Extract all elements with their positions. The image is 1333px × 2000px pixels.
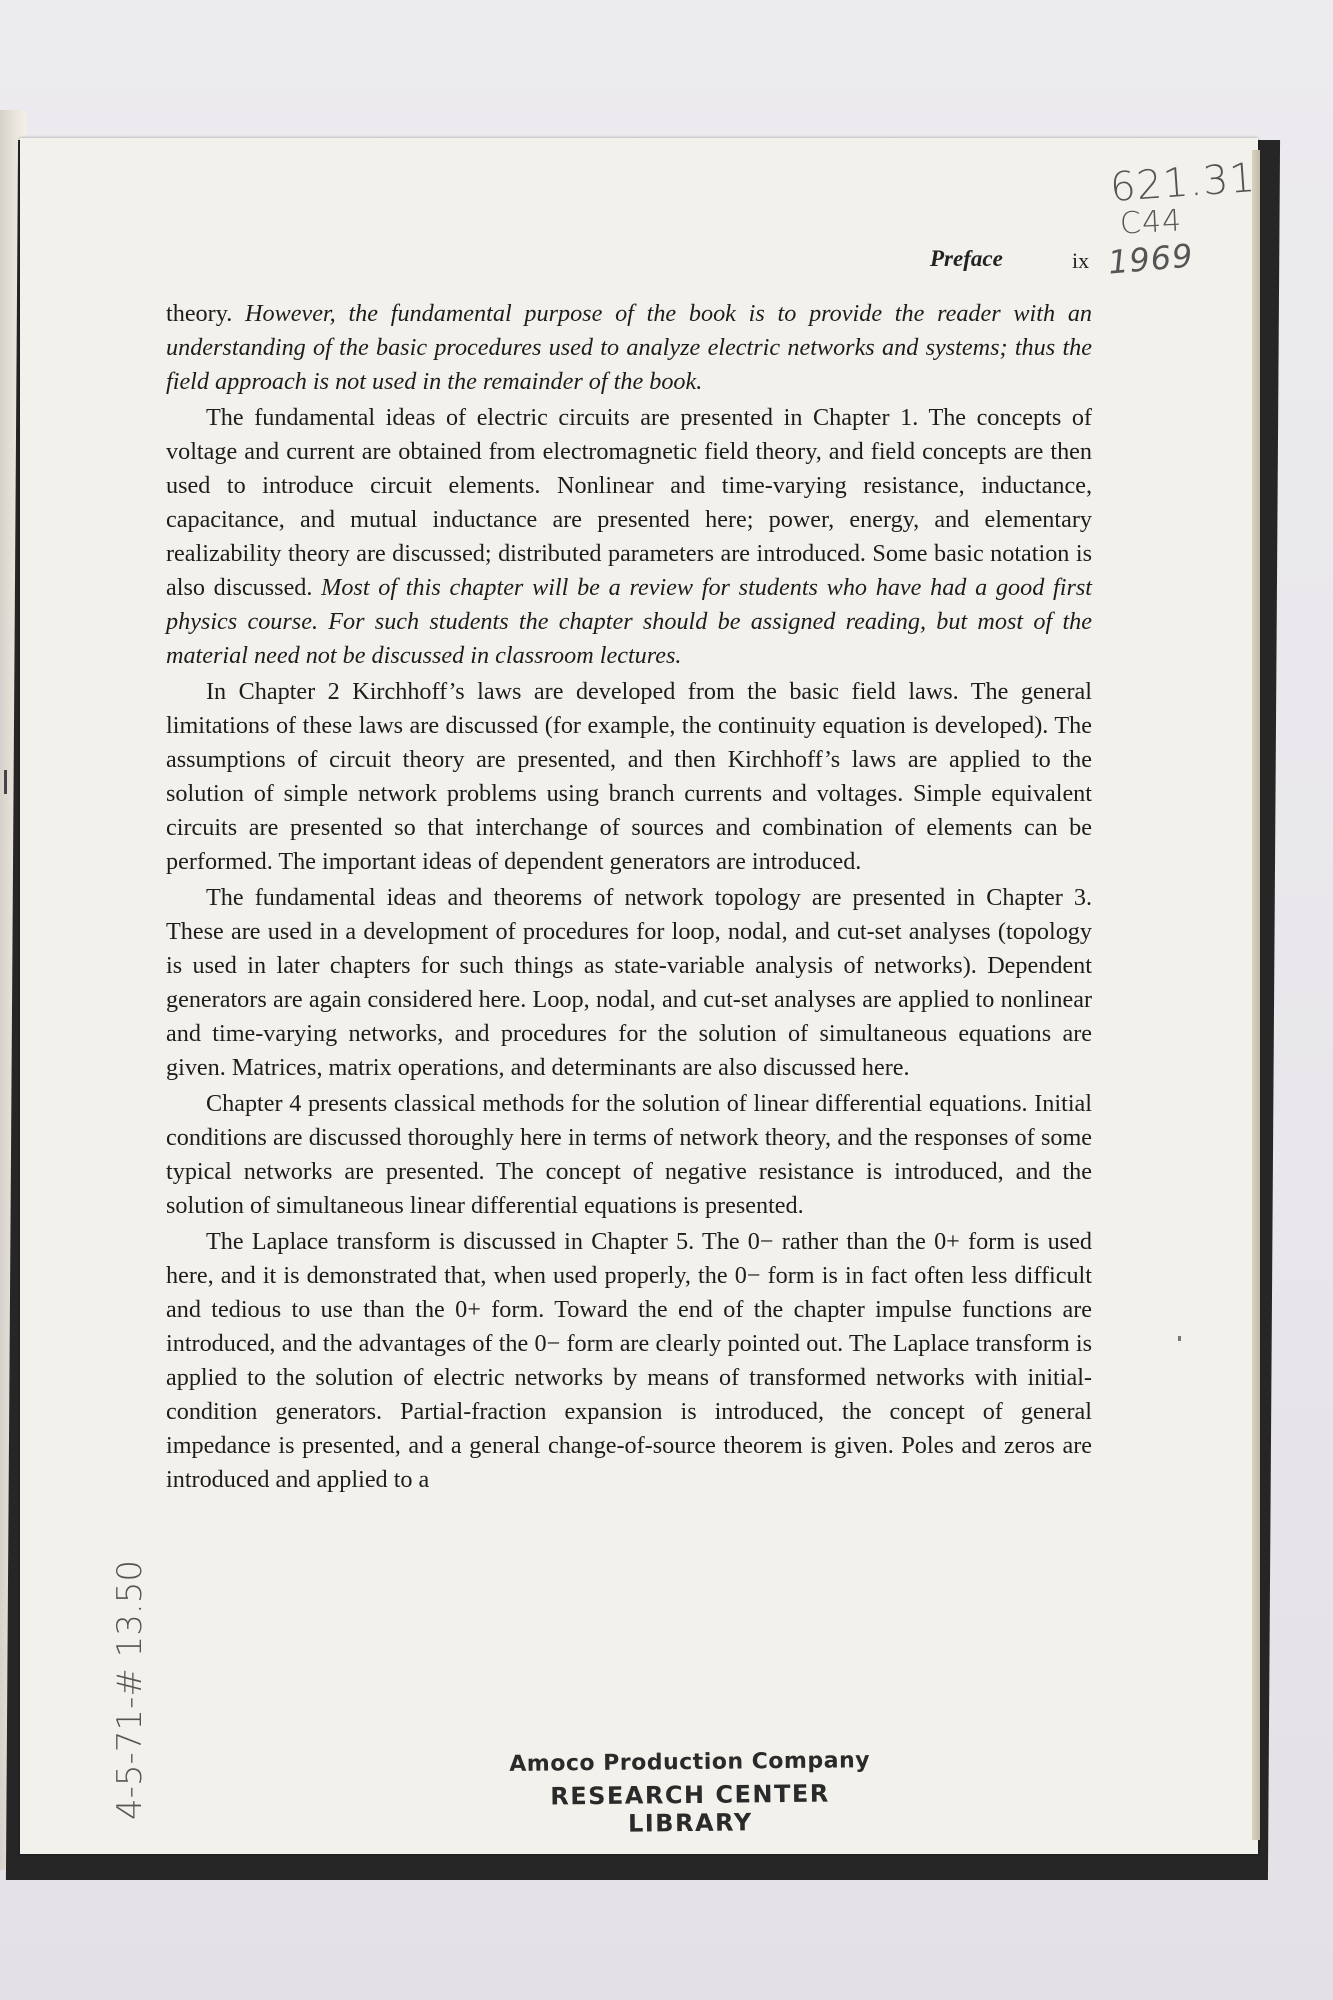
library-stamp bbox=[490, 1748, 891, 1839]
preface-text bbox=[166, 297, 1092, 1499]
call-number-line1: 621.31 bbox=[1108, 154, 1258, 212]
paragraph-6: The Laplace transform is discussed in Chapter 5. The 0− rather than the 0+ form is used here, and it is demonstrated that, when used properly, the 0− form is in fact often less difficult and tedious to use than the 0+ form. Toward the end of the chapter impulse functions are introduced, and the advantages of the 0− form are clearly pointed out. The Laplace transform is applied to the solution of electric networks by means of transformed networks with initial-condition generators. Partial-fraction expansion is introduced, the concept of general impedance is presented, and a general change-of-source theorem is given. Poles and zeros are introduced and applied to a bbox=[166, 1228, 1092, 1493]
paragraph-1-lead: theory. bbox=[166, 300, 233, 327]
margin-note: 4-5-71-# 13.50 bbox=[110, 1560, 150, 1820]
paragraph-1-italic: However, the fundamental purpose of the book is to provide the reader with an understanding of the basic procedures used to analyze electric networks and systems; thus the field approach is not used in the remainder of the book. bbox=[166, 300, 1093, 395]
paragraph-2-text: The fundamental ideas of electric circuits are presented in Chapter 1. The concepts of voltage and current are obtained from electromagnetic field theory, and field concepts are then used to introduce circuit elements. Nonlinear and time-varying resistance, inductance, capacitance, and mutual inductance are presented here; power, energy, and elementary realizability theory are discussed; distributed parameters are introduced. Some basic notation is also discussed. bbox=[166, 404, 1092, 601]
stamp-line1: Amoco Production Company bbox=[509, 1748, 871, 1777]
paragraph-2 bbox=[166, 401, 1092, 673]
running-header: Preface bbox=[930, 246, 1003, 271]
paragraph-3: In Chapter 2 Kirchhoff’s laws are developed from the basic field laws. The general limitations of these laws are discussed (for example, the continuity equation is developed). The assumptions of circuit theory are presented, and then Kirchhoff’s laws are applied to the solution of simple network problems using branch currents and voltages. Simple equivalent circuits are presented so that interchange of sources and combination of elements can be performed. The important ideas of dependent generators are introduced. bbox=[166, 678, 1092, 875]
call-number-line2: C44 bbox=[1119, 203, 1183, 242]
paragraph-5: Chapter 4 presents classical methods for the solution of linear differential equations. Initial conditions are discussed thoroughly here in terms of network theory, and the responses of some typical networks are presented. The concept of negative resistance is introduced, and the solution of simultaneous linear differential equations is presented. bbox=[166, 1090, 1092, 1219]
paragraph-2-italic: Most of this chapter will be a review for students who have had a good first physics course. For such students the chapter should be assigned reading, but most of the material need not be discussed in classroom lectures. bbox=[166, 574, 1092, 669]
page-speck bbox=[1178, 1336, 1181, 1341]
paragraph-4: The fundamental ideas and theorems of network topology are presented in Chapter 3. These are used in a development of procedures for loop, nodal, and cut-set analyses (topology is used in later chapters for such things as state-variable analysis of networks). Dependent generators are again considered here. Loop, nodal, and cut-set analyses are applied to nonlinear and time-varying networks, and procedures for the solution of simultaneous equations are given. Matrices, matrix operations, and determinants are also discussed here. bbox=[166, 884, 1092, 1081]
page-number: ix bbox=[1072, 248, 1090, 273]
page-edge bbox=[1252, 150, 1260, 1840]
left-page-mark bbox=[4, 770, 7, 794]
call-number-line3: 1969 bbox=[1106, 236, 1195, 282]
stamp-line2: RESEARCH CENTER LIBRARY bbox=[550, 1779, 830, 1838]
paragraph-1 bbox=[166, 297, 1092, 399]
